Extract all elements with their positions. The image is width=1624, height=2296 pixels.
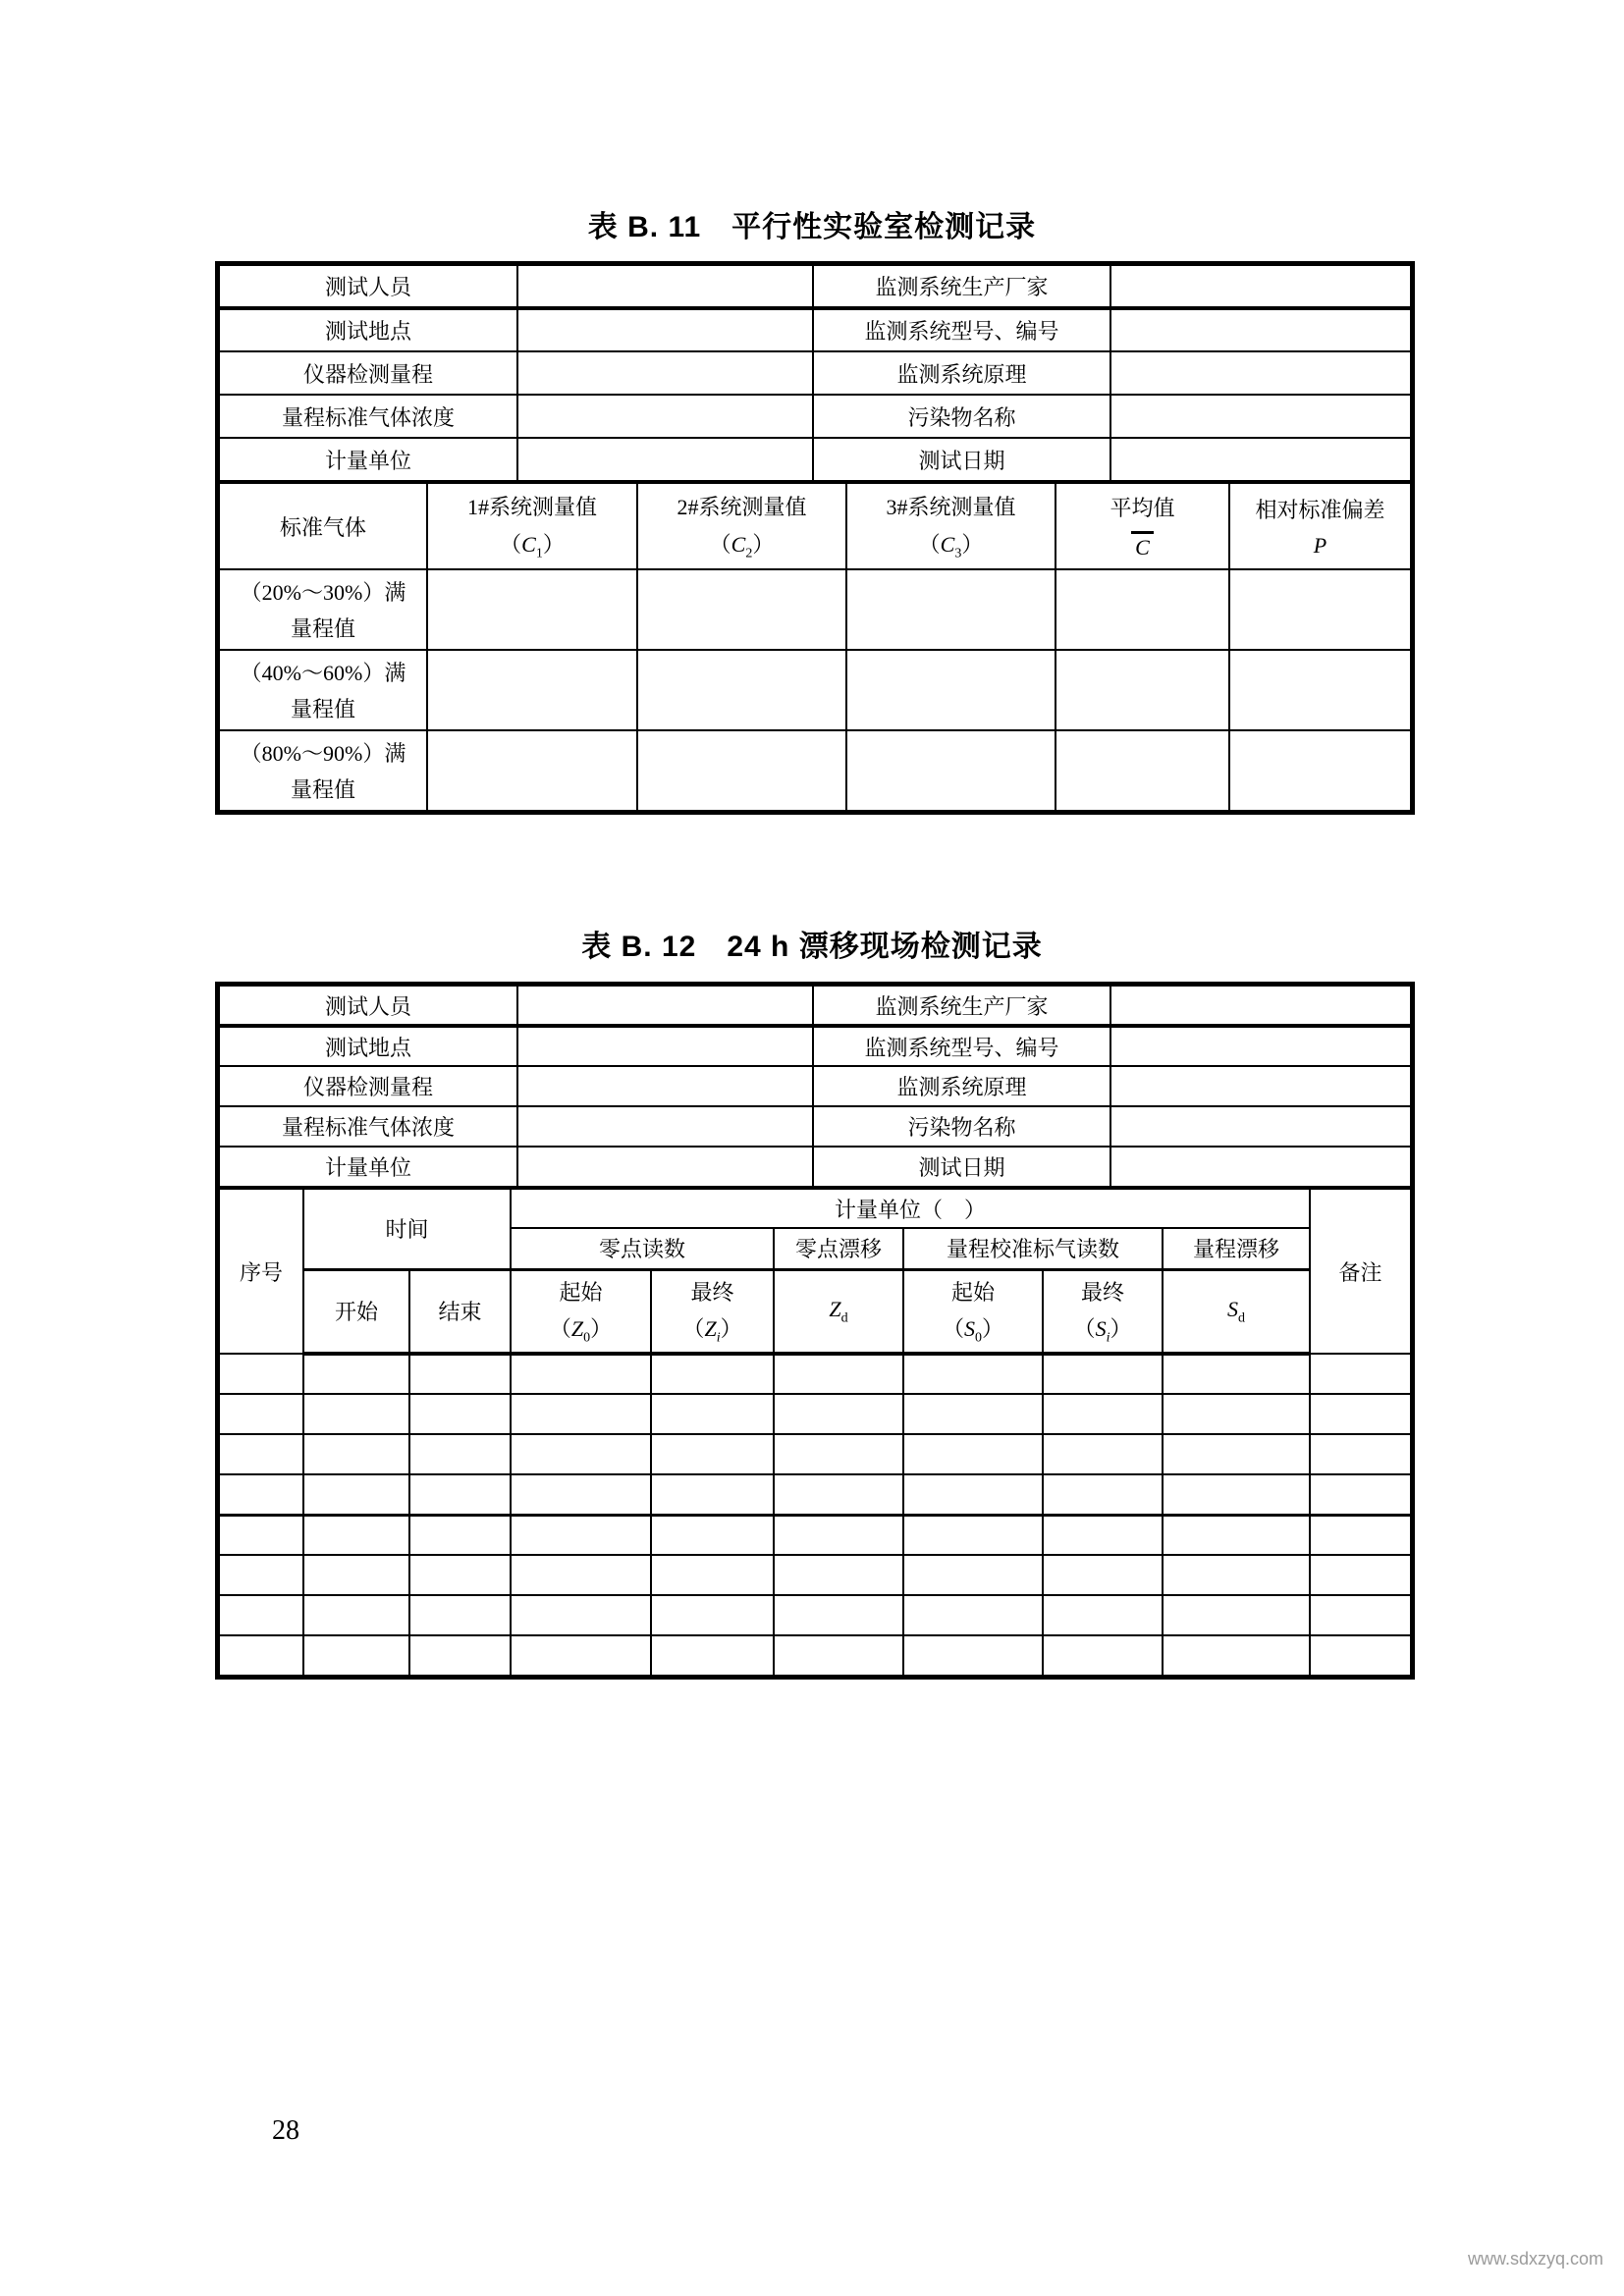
empty-cell	[1310, 1474, 1411, 1515]
table-b11	[215, 261, 1415, 815]
average-symbol: C	[1131, 531, 1154, 561]
empty-cell	[774, 1555, 903, 1595]
empty-cell	[409, 1434, 511, 1474]
info-value-cell	[1110, 1026, 1411, 1066]
si-label: 最终	[1081, 1280, 1125, 1306]
empty-cell	[1163, 1474, 1310, 1515]
info-value-cell	[517, 308, 813, 351]
empty-cell	[303, 1434, 409, 1474]
range-label-cell: （20%～30%）满 量程值	[219, 569, 427, 650]
empty-cell	[651, 1595, 774, 1635]
empty-cell	[219, 1354, 303, 1394]
empty-cell	[1310, 1434, 1411, 1474]
measure-data-row	[219, 650, 1411, 730]
empty-cell	[1043, 1434, 1163, 1474]
info-value-cell	[1110, 438, 1411, 481]
empty-cell	[1229, 730, 1411, 811]
info-label-cell: 仪器检测量程	[219, 1066, 517, 1106]
z0-label: 起始	[559, 1280, 603, 1306]
header-s0-cell	[903, 1269, 1043, 1354]
rsd-symbol: P	[1313, 533, 1327, 559]
empty-cell	[1163, 1434, 1310, 1474]
empty-cell	[303, 1394, 409, 1434]
range-label-cell: （40%～60%）满 量程值	[219, 650, 427, 730]
empty-cell	[651, 1515, 774, 1555]
empty-cell	[903, 1394, 1043, 1434]
empty-cell	[1310, 1555, 1411, 1595]
empty-cell	[511, 1354, 651, 1394]
info-value-cell	[517, 438, 813, 481]
empty-cell	[1163, 1394, 1310, 1434]
header-unit-cell: 计量单位（ ）	[511, 1189, 1310, 1228]
empty-cell	[1043, 1354, 1163, 1394]
info-label-cell: 仪器检测量程	[219, 351, 517, 395]
header-zero-reading-cell: 零点读数	[511, 1228, 774, 1269]
empty-data-row	[219, 1474, 1411, 1515]
empty-cell	[637, 730, 846, 811]
info-label-cell: 监测系统原理	[813, 351, 1110, 395]
empty-cell	[1310, 1595, 1411, 1635]
table-b12-drift	[218, 1188, 1412, 1677]
info-label-cell: 测试人员	[219, 265, 517, 308]
info-label-cell: 测试地点	[219, 1026, 517, 1066]
empty-cell	[1043, 1474, 1163, 1515]
empty-cell	[219, 1474, 303, 1515]
empty-cell	[303, 1474, 409, 1515]
empty-cell	[1043, 1394, 1163, 1434]
empty-data-row	[219, 1595, 1411, 1635]
info-label-cell: 污染物名称	[813, 1106, 1110, 1147]
table-b12	[215, 982, 1415, 1680]
empty-cell	[409, 1354, 511, 1394]
info-row	[219, 438, 1411, 481]
empty-cell	[427, 569, 637, 650]
empty-cell	[1163, 1635, 1310, 1676]
empty-cell	[511, 1394, 651, 1434]
empty-cell	[1043, 1555, 1163, 1595]
info-label-cell: 量程标准气体浓度	[219, 395, 517, 438]
empty-cell	[409, 1595, 511, 1635]
measure-data-row	[219, 730, 1411, 811]
sd-symbol: $S_d$	[1227, 1296, 1246, 1325]
table-b11-measure	[218, 482, 1412, 812]
empty-cell	[1310, 1515, 1411, 1555]
empty-cell	[846, 650, 1056, 730]
info-label-cell: 监测系统型号、编号	[813, 308, 1110, 351]
info-value-cell	[517, 1066, 813, 1106]
empty-cell	[1043, 1515, 1163, 1555]
empty-cell	[1163, 1515, 1310, 1555]
empty-cell	[774, 1515, 903, 1555]
info-row	[219, 986, 1411, 1026]
header-gas-cell: 标准气体	[219, 483, 427, 569]
empty-cell	[409, 1555, 511, 1595]
info-label-cell: 监测系统生产厂家	[813, 265, 1110, 308]
info-value-cell	[1110, 1066, 1411, 1106]
empty-cell	[774, 1354, 903, 1394]
average-label: 平均值	[1110, 496, 1175, 521]
info-value-cell	[1110, 1106, 1411, 1147]
header-sys3-cell	[846, 483, 1056, 569]
empty-cell	[303, 1354, 409, 1394]
info-value-cell	[1110, 351, 1411, 395]
header-z0-cell	[511, 1269, 651, 1354]
empty-data-row	[219, 1394, 1411, 1434]
empty-cell	[903, 1555, 1043, 1595]
empty-cell	[511, 1474, 651, 1515]
info-value-cell	[1110, 1147, 1411, 1187]
s0-label: 起始	[951, 1280, 996, 1306]
info-value-cell	[1110, 265, 1411, 308]
info-value-cell	[1110, 395, 1411, 438]
sys3-label: 3#系统测量值	[886, 494, 1016, 519]
info-row	[219, 395, 1411, 438]
info-label-cell: 监测系统原理	[813, 1066, 1110, 1106]
empty-cell	[409, 1394, 511, 1434]
sys3-symbol: $(C_3)$	[918, 531, 984, 561]
empty-cell	[1043, 1595, 1163, 1635]
page-number: 28	[272, 2115, 299, 2146]
header-sys1-cell	[427, 483, 637, 569]
empty-cell	[1310, 1635, 1411, 1676]
empty-cell	[774, 1394, 903, 1434]
empty-cell	[774, 1595, 903, 1635]
empty-cell	[1229, 650, 1411, 730]
z0-symbol: $(Z_0)$	[549, 1315, 613, 1346]
empty-cell	[774, 1434, 903, 1474]
empty-cell	[651, 1474, 774, 1515]
empty-cell	[1310, 1394, 1411, 1434]
empty-cell	[219, 1595, 303, 1635]
header-sd-cell	[1163, 1269, 1310, 1354]
drift-header-row-3	[219, 1269, 1411, 1354]
range-label-cell: （80%～90%）满 量程值	[219, 730, 427, 811]
drift-header-row-1	[219, 1189, 1411, 1228]
info-label-cell: 测试日期	[813, 1147, 1110, 1187]
header-sys2-cell	[637, 483, 846, 569]
empty-cell	[427, 730, 637, 811]
empty-cell	[303, 1595, 409, 1635]
info-value-cell	[517, 986, 813, 1026]
table-b11-title: 表 B. 11 平行性实验室检测记录	[587, 211, 1037, 243]
empty-cell	[511, 1635, 651, 1676]
info-value-cell	[517, 265, 813, 308]
info-row	[219, 265, 1411, 308]
table-b12-title: 表 B. 12 24 h 漂移现场检测记录	[581, 931, 1043, 963]
empty-cell	[774, 1474, 903, 1515]
si-symbol: $(S_i)$	[1073, 1315, 1132, 1346]
empty-data-row	[219, 1354, 1411, 1394]
empty-cell	[303, 1555, 409, 1595]
info-label-cell: 计量单位	[219, 438, 517, 481]
empty-cell	[1056, 650, 1229, 730]
empty-cell	[651, 1394, 774, 1434]
info-value-cell	[517, 1026, 813, 1066]
empty-cell	[903, 1474, 1043, 1515]
info-row	[219, 1106, 1411, 1147]
header-time-cell: 时间	[303, 1189, 511, 1269]
info-label-cell: 测试地点	[219, 308, 517, 351]
info-label-cell: 测试日期	[813, 438, 1110, 481]
empty-cell	[903, 1515, 1043, 1555]
empty-cell	[1056, 569, 1229, 650]
header-start-cell: 开始	[303, 1269, 409, 1354]
header-rsd-cell	[1229, 483, 1411, 569]
info-value-cell	[1110, 308, 1411, 351]
empty-cell	[1229, 569, 1411, 650]
header-seq-cell: 序号	[219, 1189, 303, 1354]
info-row	[219, 1026, 1411, 1066]
info-row	[219, 1147, 1411, 1187]
table-b12-info	[218, 985, 1412, 1188]
header-span-reading-cell: 量程校准标气读数	[903, 1228, 1163, 1269]
measure-data-row	[219, 569, 1411, 650]
zi-symbol: $(Z_i)$	[682, 1315, 742, 1346]
header-average-cell	[1056, 483, 1229, 569]
empty-cell	[903, 1595, 1043, 1635]
empty-data-row	[219, 1515, 1411, 1555]
zd-symbol: $Z_d$	[829, 1296, 848, 1325]
info-label-cell: 计量单位	[219, 1147, 517, 1187]
info-value-cell	[517, 395, 813, 438]
s0-symbol: $(S_0)$	[943, 1315, 1004, 1346]
info-row	[219, 1066, 1411, 1106]
empty-cell	[903, 1434, 1043, 1474]
empty-cell	[651, 1354, 774, 1394]
empty-cell	[219, 1434, 303, 1474]
empty-cell	[511, 1595, 651, 1635]
info-label-cell: 监测系统生产厂家	[813, 986, 1110, 1026]
empty-cell	[409, 1474, 511, 1515]
info-label-cell: 测试人员	[219, 986, 517, 1026]
empty-cell	[1163, 1555, 1310, 1595]
empty-cell	[219, 1515, 303, 1555]
empty-cell	[219, 1555, 303, 1595]
header-remark-cell: 备注	[1310, 1189, 1411, 1354]
empty-cell	[846, 569, 1056, 650]
empty-cell	[511, 1515, 651, 1555]
header-zero-drift-cell: 零点漂移	[774, 1228, 903, 1269]
empty-cell	[903, 1635, 1043, 1676]
empty-cell	[651, 1635, 774, 1676]
watermark: www.sdxzyq.com	[1467, 2249, 1603, 2269]
rsd-label: 相对标准偏差	[1255, 497, 1385, 522]
empty-cell	[409, 1515, 511, 1555]
info-value-cell	[517, 1147, 813, 1187]
empty-cell	[219, 1635, 303, 1676]
zi-label: 最终	[690, 1280, 734, 1306]
info-value-cell	[517, 351, 813, 395]
empty-cell	[1163, 1595, 1310, 1635]
empty-cell	[637, 650, 846, 730]
empty-cell	[219, 1394, 303, 1434]
empty-data-row	[219, 1635, 1411, 1676]
empty-cell	[1043, 1635, 1163, 1676]
empty-cell	[409, 1635, 511, 1676]
empty-cell	[651, 1555, 774, 1595]
empty-data-row	[219, 1555, 1411, 1595]
empty-cell	[511, 1555, 651, 1595]
header-si-cell	[1043, 1269, 1163, 1354]
header-span-drift-cell: 量程漂移	[1163, 1228, 1310, 1269]
empty-cell	[303, 1515, 409, 1555]
info-label-cell: 监测系统型号、编号	[813, 1026, 1110, 1066]
sys1-symbol: $(C_1)$	[500, 531, 565, 561]
sys2-label: 2#系统测量值	[677, 494, 807, 519]
sys2-symbol: $(C_2)$	[709, 531, 775, 561]
empty-cell	[774, 1635, 903, 1676]
empty-cell	[651, 1434, 774, 1474]
info-row	[219, 308, 1411, 351]
info-label-cell: 污染物名称	[813, 395, 1110, 438]
empty-cell	[903, 1354, 1043, 1394]
empty-cell	[1310, 1354, 1411, 1394]
info-row	[219, 351, 1411, 395]
info-label-cell: 量程标准气体浓度	[219, 1106, 517, 1147]
info-value-cell	[517, 1106, 813, 1147]
header-end-cell: 结束	[409, 1269, 511, 1354]
measure-header-row	[219, 483, 1411, 569]
empty-cell	[303, 1635, 409, 1676]
empty-data-row	[219, 1434, 1411, 1474]
empty-cell	[637, 569, 846, 650]
empty-cell	[1056, 730, 1229, 811]
header-zi-cell	[651, 1269, 774, 1354]
sys1-label: 1#系统测量值	[466, 494, 597, 519]
empty-cell	[846, 730, 1056, 811]
table-b11-info	[218, 264, 1412, 482]
empty-cell	[1163, 1354, 1310, 1394]
empty-cell	[511, 1434, 651, 1474]
info-value-cell	[1110, 986, 1411, 1026]
empty-cell	[427, 650, 637, 730]
header-zd-cell	[774, 1269, 903, 1354]
